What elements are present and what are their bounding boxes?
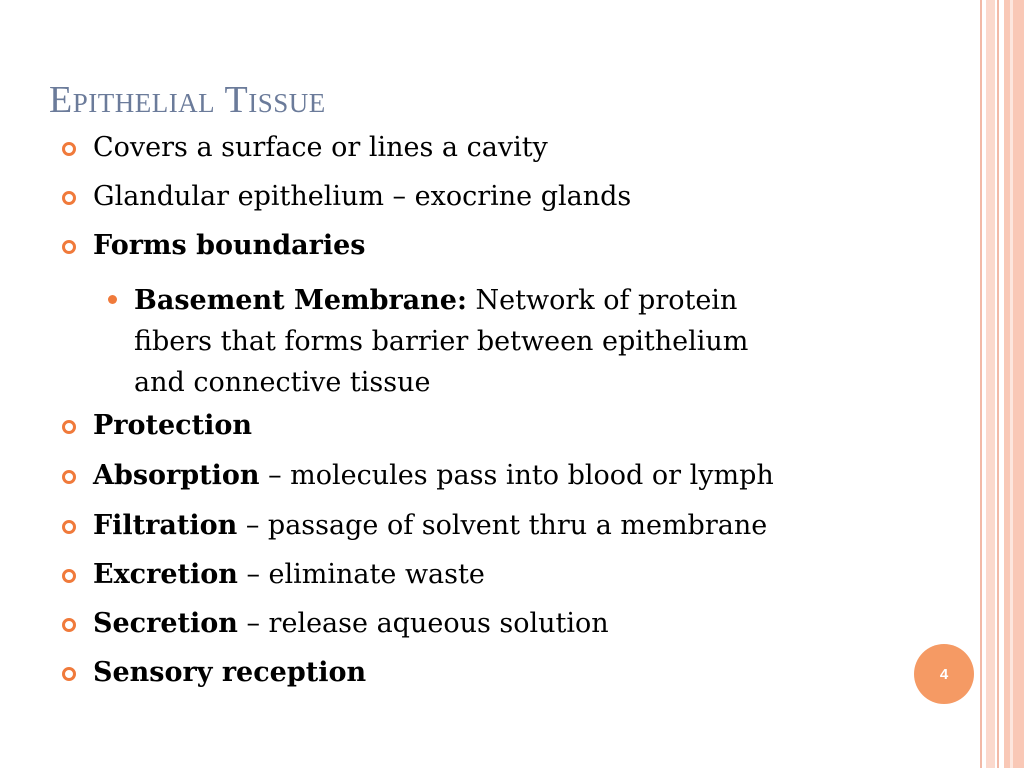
- decorative-stripe: [1004, 0, 1024, 768]
- bullet-bold-text: Forms boundaries: [93, 230, 366, 261]
- bullet-bold-text: Protection: [93, 410, 252, 441]
- ring-bullet-icon: [62, 191, 76, 205]
- ring-bullet-icon: [62, 470, 76, 484]
- decorative-stripe: [997, 0, 999, 768]
- bullet-bold-text: Secretion: [93, 608, 238, 639]
- decorative-stripe: [980, 0, 982, 768]
- bullet-bold-text: Excretion: [93, 559, 238, 590]
- dot-bullet-icon: [108, 295, 117, 304]
- sub-bullet-line-2: fibers that forms barrier between epithelium: [134, 326, 749, 357]
- bullet-bold-text: Absorption: [93, 460, 260, 491]
- bullet-text: – passage of solvent thru a membrane: [237, 510, 768, 541]
- sub-bullet-line-3: and connective tissue: [134, 367, 431, 398]
- ring-bullet-icon: [62, 520, 76, 534]
- slide-title: Epithelial Tissue: [49, 79, 326, 121]
- bullet-text: – release aqueous solution: [237, 608, 609, 639]
- decorative-stripe: [986, 0, 995, 768]
- ring-bullet-icon: [62, 240, 76, 254]
- bullet-text: Glandular epithelium – exocrine glands: [93, 181, 632, 212]
- bullet-bold-text: Filtration: [93, 510, 238, 541]
- ring-bullet-icon: [62, 142, 76, 156]
- sub-bullet-bold-text: Basement Membrane:: [134, 285, 467, 316]
- page-number-badge: 4: [914, 644, 974, 704]
- decorative-stripe: [1010, 0, 1013, 768]
- bullet-text: – eliminate waste: [237, 559, 485, 590]
- ring-bullet-icon: [62, 420, 76, 434]
- bullet-bold-text: Sensory reception: [93, 657, 367, 688]
- bullet-text: – molecules pass into blood or lymph: [259, 460, 774, 491]
- ring-bullet-icon: [62, 569, 76, 583]
- bullet-text: Covers a surface or lines a cavity: [93, 132, 548, 163]
- sub-bullet-line-1: Network of protein: [466, 285, 738, 316]
- ring-bullet-icon: [62, 667, 76, 681]
- ring-bullet-icon: [62, 618, 76, 632]
